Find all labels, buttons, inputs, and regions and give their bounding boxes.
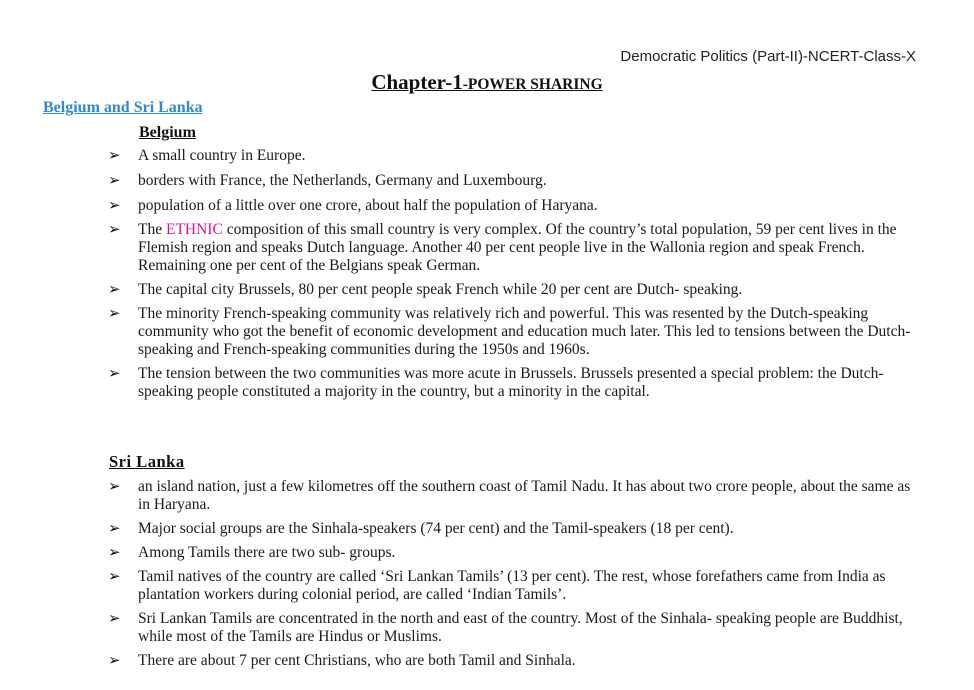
right-arrowhead-icon: ➢ xyxy=(108,569,121,585)
bullet-text: The xyxy=(138,221,166,238)
list-item xyxy=(108,172,918,190)
bullet-text: There are about 7 per cent Christians, who are both Tamil and Sinhala. xyxy=(138,652,576,669)
right-arrowhead-icon: ➢ xyxy=(108,306,121,322)
bullet-text: Tamil natives of the country are called ‘Sri Lankan Tamils’ (13 per cent). The rest, whose forefathers came from India as plantation workers during colonial period, are called ‘Indian Tamils’. xyxy=(138,568,886,603)
list-item xyxy=(108,221,918,275)
course-header: Democratic Politics (Part-II)-NCERT-Class-X xyxy=(620,48,916,65)
belgium-heading: Belgium xyxy=(139,124,196,141)
right-arrowhead-icon: ➢ xyxy=(108,611,121,627)
bullet-text: Among Tamils there are two sub- groups. xyxy=(138,544,396,561)
bullet-text: population of a little over one crore, about half the population of Haryana. xyxy=(138,197,598,214)
bullet-text: A small country in Europe. xyxy=(138,147,306,164)
right-arrowhead-icon: ➢ xyxy=(108,479,121,495)
right-arrowhead-icon: ➢ xyxy=(108,545,121,561)
chapter-title xyxy=(0,70,974,95)
chapter-sub-title: -POWER SHARING xyxy=(462,76,603,93)
list-item xyxy=(108,147,918,165)
chapter-main-title: Chapter-1 xyxy=(371,70,463,94)
right-arrowhead-icon: ➢ xyxy=(108,282,121,298)
right-arrowhead-icon: ➢ xyxy=(108,366,121,382)
right-arrowhead-icon: ➢ xyxy=(108,173,121,189)
bullet-text: Sri Lankan Tamils are concentrated in the north and east of the country. Most of the Sinhala- speaking people are Buddhist, while most of the Tamils are Hindus or Muslims. xyxy=(138,610,903,645)
section-link[interactable]: Belgium and Sri Lanka xyxy=(43,99,203,116)
bullet-text: Major social groups are the Sinhala-speakers (74 per cent) and the Tamil-speakers (18 per cent). xyxy=(138,520,734,537)
right-arrowhead-icon: ➢ xyxy=(108,198,121,214)
bullet-text: composition of this small country is very complex. Of the country’s total population, 59 per cent lives in the Flemish region and speaks Dutch language. Another 40 per cent people live in the Wallonia region and speak French. Remaining one per cent of the Belgians speak German. xyxy=(138,221,897,274)
right-arrowhead-icon: ➢ xyxy=(108,521,121,537)
list-item xyxy=(108,305,918,359)
list-item xyxy=(108,197,918,215)
belgium-bullet-list xyxy=(108,147,918,401)
list-item xyxy=(108,365,918,401)
right-arrowhead-icon: ➢ xyxy=(108,222,121,238)
bullet-text: The capital city Brussels, 80 per cent people speak French while 20 per cent are Dutch- speaking. xyxy=(138,281,743,298)
list-item xyxy=(108,478,918,514)
list-item xyxy=(108,568,918,604)
list-item xyxy=(108,610,918,646)
srilanka-heading: Sri Lanka xyxy=(109,452,185,471)
list-item xyxy=(108,652,918,670)
ethnic-highlight: ETHNIC xyxy=(165,221,223,238)
list-item xyxy=(108,281,918,299)
list-item xyxy=(108,544,918,562)
srilanka-bullet-list xyxy=(108,478,918,670)
bullet-text: an island nation, just a few kilometres off the southern coast of Tamil Nadu. It has about two crore people, about the same as in Haryana. xyxy=(138,478,911,513)
right-arrowhead-icon: ➢ xyxy=(108,148,121,164)
right-arrowhead-icon: ➢ xyxy=(108,653,121,669)
bullet-text: borders with France, the Netherlands, Germany and Luxembourg. xyxy=(138,172,547,189)
bullet-text: The minority French-speaking community was relatively rich and powerful. This was resented by the Dutch-speaking community who got the benefit of economic development and education much later. This led to tensions between the Dutch-speaking and French-speaking communities during the 1950s and 1960s. xyxy=(138,305,911,358)
list-item xyxy=(108,520,918,538)
bullet-text: The tension between the two communities was more acute in Brussels. Brussels presented a special problem: the Dutch-speaking people constituted a majority in the country, but a minority in the capital. xyxy=(138,365,884,400)
